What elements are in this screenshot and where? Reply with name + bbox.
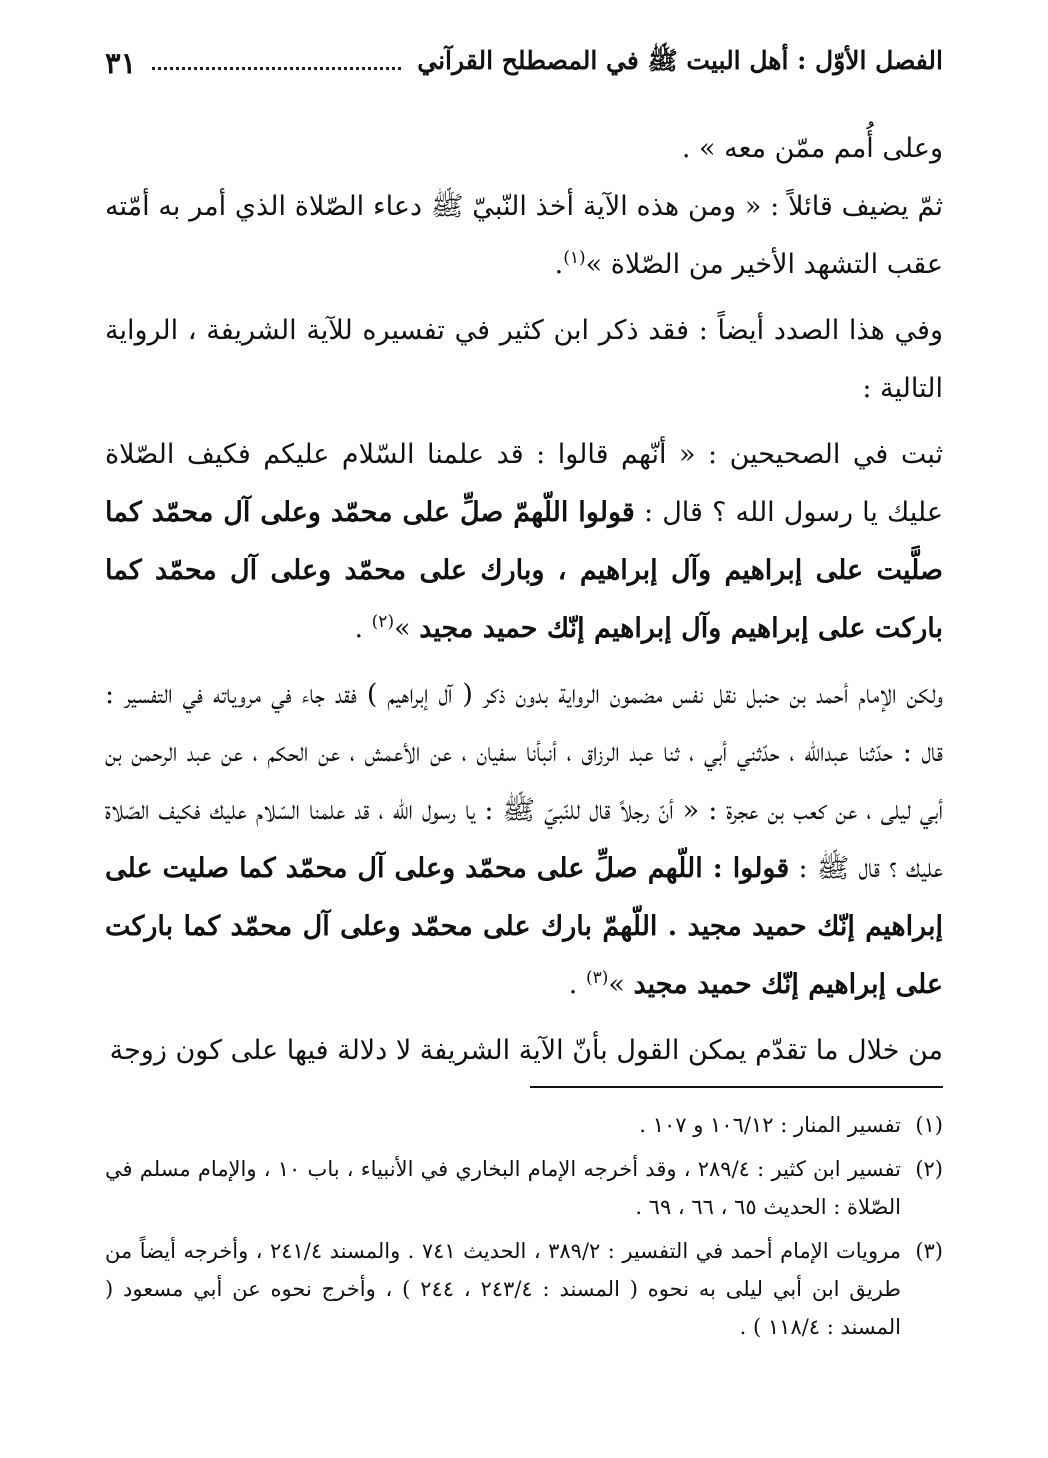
- paragraph-3-text: وفي هذا الصدد أيضاً : فقد ذكر ابن كثير في تفسيره للآية الشريفة ، الرواية التالية :: [105, 315, 943, 404]
- paragraph-4-quote: قولوا اللّهمّ صلِّ على محمّد وعلى آل محمّد كما صلَّيت على إبراهيم وآل إبراهيم ، وبارك على محمّد وعلى آل محمّد كما باركت على إبراهيم وآل إبراهيم إنّك حميد مجيد: [105, 497, 943, 644]
- footnote-ref-1: (١): [563, 248, 586, 268]
- footnotes: [105, 1106, 943, 1352]
- footnote-3: [105, 1232, 943, 1346]
- paragraph-6: [105, 1022, 943, 1080]
- paragraph-5-close-quote: »: [608, 969, 634, 1000]
- footnote-3-text: مرويات الإمام أحمد في التفسير : ٣٨٩/٢ ، الحديث ٧٤١ . والمسند ٢٤١/٤ ، وأخرجه أيضاً من طريق ابن أبي ليلى به نحوه ( المسند : ٢٤٣/٤ ، ٢٤٤ ) ، وأخرج نحوه عن أبي مسعود ( المسند : ١١٨/٤ ) .: [105, 1239, 901, 1339]
- paragraph-2: [105, 178, 943, 294]
- page-number: ٣١: [105, 46, 137, 80]
- footnote-1-text: تفسير المنار : ١٠٦/١٢ و ١٠٧ .: [639, 1113, 901, 1137]
- footnote-2-text: تفسير ابن كثير : ٢٨٩/٤ ، وقد أخرجه الإمام البخاري في الأنبياء ، باب ١٠ ، والإمام مسلم في الصّلاة : الحديث ٦٥ ، ٦٦ ، ٦٩ .: [105, 1157, 901, 1219]
- footnote-ref-3: (٣): [585, 968, 609, 988]
- paragraph-2-tail: .: [554, 249, 564, 280]
- paragraph-5-quote: قولوا : اللّهم صلِّ على محمّد وعلى آل محمّد كما صليت على إبراهيم إنّك حميد مجيد . اللّهمّ بارك على محمّد وعلى آل محمّد كما باركت على إبراهيم إنّك حميد مجيد: [105, 853, 943, 1000]
- paragraph-1-text: وعلى أُمم ممّن معه » .: [681, 133, 943, 164]
- body-text: [105, 120, 943, 1088]
- paragraph-2-text: ثمّ يضيف قائلاً : « ومن هذه الآية أخذ النّبيّ ﷺ دعاء الصّلاة الذي أمر به أمّته عقب التشهد الأخير من الصّلاة »: [105, 191, 943, 280]
- paragraph-4-close-quote: »: [394, 613, 420, 644]
- paragraph-5-tail: .: [568, 969, 586, 1000]
- paragraph-4-tail: .: [354, 613, 372, 644]
- running-title: الفصل الأوّل : أهل البيت ﷺ في المصطلح القرآني: [417, 45, 943, 75]
- page-header: [105, 40, 943, 86]
- header-dot-leader: [152, 67, 401, 70]
- footnote-1-number: (١): [915, 1113, 943, 1137]
- footnote-1: [105, 1106, 943, 1144]
- paragraph-4-intro: ثبت في الصحيحين : « أنّهم قالوا : قد علمنا السّلام عليكم فكيف الصّلاة عليك يا رسول الله ؟ قال :: [105, 439, 943, 528]
- footnote-2: [105, 1150, 943, 1226]
- footnote-3-number: (٣): [915, 1239, 943, 1263]
- footnote-ref-2: (٢): [371, 612, 395, 632]
- paragraph-1: [105, 120, 943, 178]
- paragraph-4: [105, 426, 943, 658]
- footnote-separator: [530, 1086, 943, 1088]
- footnote-2-number: (٢): [915, 1157, 943, 1181]
- paragraph-5-intro: ولكن الإمام أحمد بن حنبل نقل نفس مضمون الرواية بدون ذكر ( آل إبراهيم ) فقد جاء في مروياته في التفسير : قال : حدّثنا عبدالله ، حدّثني أبي ، ثنا عبد الرزاق ، أنبأنا سفيان ، عن الأعمش ، عن الحكم ، عن عبد الرحمن بن أبي ليلى ، عن كعب بن عجرة : « أنّ رجلاً قال للنّبيّ ﷺ : يا رسول الله ، قد علمنا السّلام عليك فكيف الصّلاة عليك ؟ قال ﷺ :: [105, 679, 943, 884]
- paragraph-3: [105, 302, 943, 418]
- paragraph-6-text: من خلال ما تقدّم يمكن القول بأنّ الآية الشريفة لا دلالة فيها على كون زوجة: [109, 1035, 943, 1066]
- paragraph-5: [105, 666, 943, 1014]
